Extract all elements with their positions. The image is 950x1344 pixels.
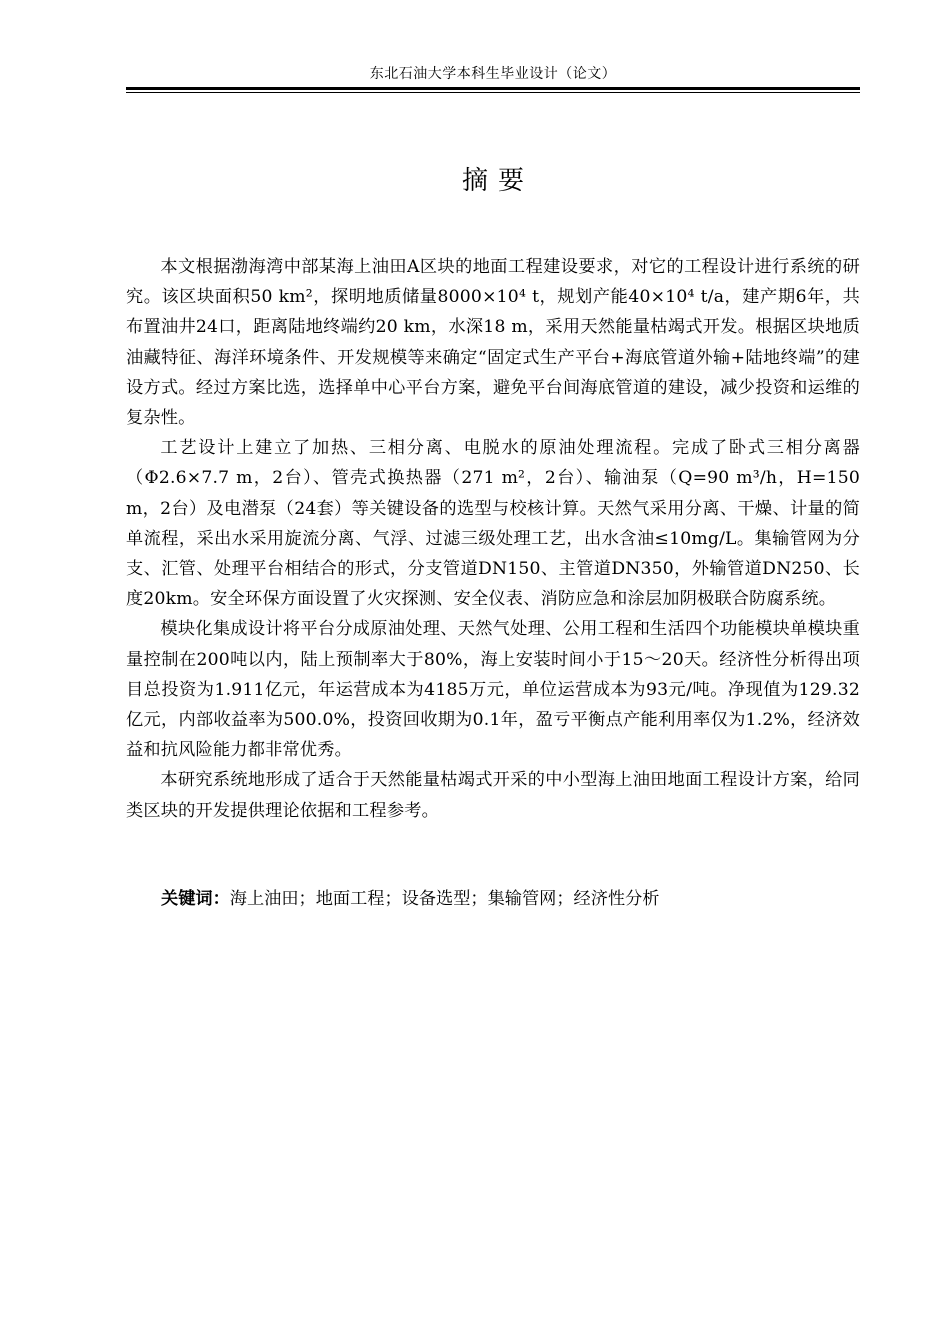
abstract-paragraph-2: 工艺设计上建立了加热、三相分离、电脱水的原油处理流程。完成了卧式三相分离器（Φ2.6×7.7 m，2台）、管壳式换热器（271 m²，2台）、输油泵（Q=90 m³/h，H=150 m，2台）及电潜泵（24套）等关键设备的选型与校核计算。天然气采用分离、干燥、计量的简单流程，采出水采用旋流分离、气浮、过滤三级处理工艺，出水含油≤10mg/L。集输管网为分支、汇管、处理平台相结合的形式，分支管道DN150、主管道DN350，外输管道DN250、长度20km。安全环保方面设置了火灾探测、安全仪表、消防应急和涂层加阴极联合防腐系统。 bbox=[126, 438, 860, 610]
keywords-line bbox=[161, 884, 659, 914]
keywords-text: 海上油田；地面工程；设备选型；集输管网；经济性分析 bbox=[229, 889, 660, 909]
abstract-paragraph-1: 本文根据渤海湾中部某海上油田A区块的地面工程建设要求，对它的工程设计进行系统的研究。该区块面积50 km²，探明地质储量8000×10⁴ t，规划产能40×10⁴ t/a，建产期6年，共布置油井24口，距离陆地终端约20 km，水深18 m，采用天然能量枯竭式开发。根据区块地质油藏特征、海洋环境条件、开发规模等来确定“固定式生产平台+海底管道外输+陆地终端”的建设方式。经过方案比选，选择单中心平台方案，避免平台间海底管道的建设，减少投资和运维的复杂性。 bbox=[126, 257, 860, 429]
keywords-label: 关键词： bbox=[161, 889, 230, 909]
page-header: 东北石油大学本科生毕业设计（论文） bbox=[369, 66, 617, 82]
abstract-title: 摘要 bbox=[461, 166, 534, 196]
abstract-paragraph-4: 本研究系统地形成了适合于天然能量枯竭式开采的中小型海上油田地面工程设计方案，给同类区块的开发提供理论依据和工程参考。 bbox=[126, 770, 860, 821]
header-rule-thick bbox=[126, 87, 860, 90]
abstract-paragraph-3: 模块化集成设计将平台分成原油处理、天然气处理、公用工程和生活四个功能模块单模块重量控制在200吨以内，陆上预制率大于80%，海上安装时间小于15～20天。经济性分析得出项目总投资为1.911亿元，年运营成本为4185万元，单位运营成本为93元/吨。净现值为129.32亿元，内部收益率为500.0%，投资回收期为0.1年，盈亏平衡点产能利用率仅为1.2%，经济效益和抗风险能力都非常优秀。 bbox=[126, 619, 860, 761]
header-rule-thin bbox=[126, 92, 860, 93]
abstract-body bbox=[126, 252, 860, 826]
